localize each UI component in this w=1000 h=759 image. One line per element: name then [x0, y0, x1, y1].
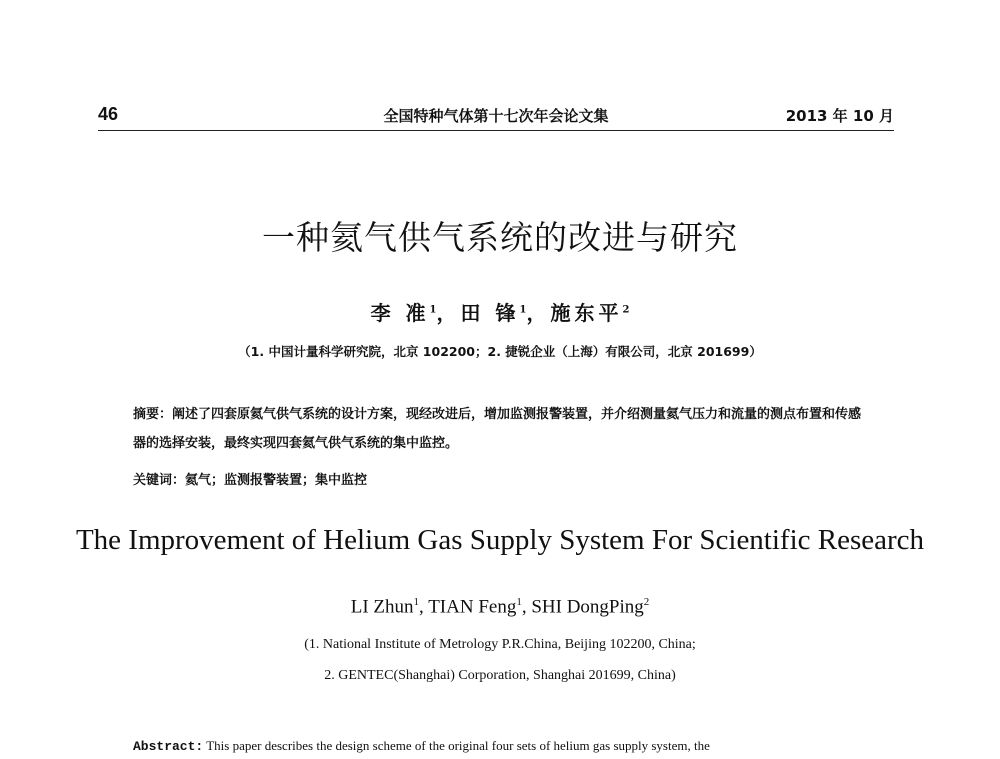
author-en-2-sup: 1 [516, 596, 522, 608]
keywords-cn [133, 469, 367, 488]
affiliation-en-line-2: 2. GENTEC(Shanghai) Corporation, Shanghai 201699, China) [324, 668, 676, 683]
author-en-1: LI Zhun [350, 596, 414, 618]
author-en-3: SHI DongPing [531, 596, 644, 618]
abstract-en-label: Abstract: [133, 739, 204, 754]
abstract-en-text: This paper describes the design scheme of the original four sets of helium gas supply system, the [206, 738, 710, 753]
author-en-2: TIAN Feng [428, 596, 517, 618]
issue-date: 2013 年 10 月 [785, 107, 894, 125]
authors-cn: 李 准$^1$，田 锋$^1$，施东平$^2$ [370, 301, 630, 325]
author-cn-3-sup: 2 [622, 304, 630, 316]
journal-title: 全国特种气体第十七次年会论文集 [383, 107, 609, 125]
author-cn-3: 施东平 [550, 301, 623, 325]
author-cn-2: 田 锋 [460, 301, 520, 325]
author-en-1-sup: 1 [413, 596, 420, 608]
abstract-en [133, 738, 868, 754]
page-number: 46 [98, 104, 119, 124]
author-cn-1-sup: 1 [429, 304, 437, 316]
author-en-3-sup: 2 [643, 596, 650, 608]
keywords-cn-label: 关键词： [133, 473, 186, 488]
authors-en: LI Zhun$^1$, TIAN Feng$^1$, SHI DongPing$^2$ [350, 596, 650, 618]
paper-title-cn: 一种氦气供气系统的改进与研究 [262, 218, 738, 257]
abstract-cn-label: 摘要： [133, 407, 173, 422]
abstract-cn [133, 400, 868, 458]
affiliation-en-line-1: (1. National Institute of Metrology P.R.China, Beijing 102200, China; [304, 637, 696, 652]
affiliation-cn: （1. 中国计量科学研究院，北京 102200；2. 捷锐企业（上海）有限公司，北京 201699） [238, 344, 762, 359]
running-header [98, 100, 894, 131]
author-cn-1: 李 准 [370, 301, 430, 325]
author-cn-2-sup: 1 [519, 304, 527, 316]
keywords-cn-text: 氦气；监测报警装置；集中监控 [185, 473, 368, 488]
paper-title-en: The Improvement of Helium Gas Supply System For Scientific Research [75, 524, 925, 556]
abstract-cn-text: 阐述了四套原氦气供气系统的设计方案，现经改进后，增加监测报警装置，并介绍测量氦气压力和流量的测点布置和传感器的选择安装，最终实现四套氦气供气系统的集中监控。 [133, 407, 862, 451]
